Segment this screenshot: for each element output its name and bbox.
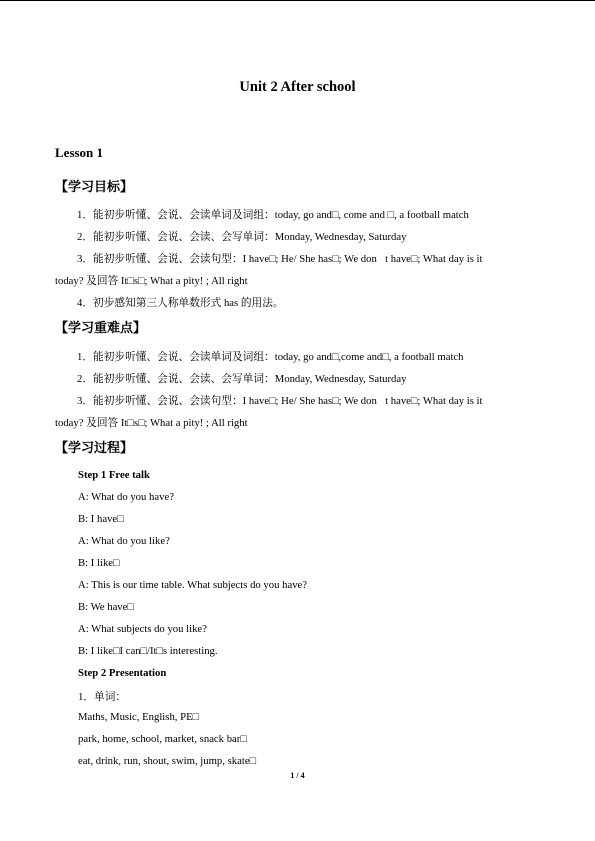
section-heading-objectives: 【学习目标】 <box>55 179 134 194</box>
key-point-item: 1．能初步听懂、会说、会读单词及词组：today, go and□,come and□, a football match <box>77 351 464 363</box>
dialogue-line: A: This is our time table. What subjects do you have? <box>78 579 308 591</box>
objective-item: 3．能初步听懂、会说、会读句型：I have□; He/ She has□; We don t have□; What day is it <box>77 253 483 265</box>
key-point-item: 3．能初步听懂、会说、会读句型：I have□; He/ She has□; We don t have□; What day is it <box>77 395 483 407</box>
step2-title: Step 2 Presentation <box>78 667 167 679</box>
objective-item: 2．能初步听懂、会说、会读、会写单词：Monday, Wednesday, Saturday <box>77 231 407 243</box>
step1-title: Step 1 Free talk <box>78 469 150 481</box>
dialogue-line: A: What subjects do you like? <box>78 623 207 635</box>
key-point-item-continued: today? 及回答 It□s□; What a pity! ; All right <box>55 417 248 429</box>
objective-item: 1．能初步听懂、会说、会读单词及词组：today, go and□, come and □, a football match <box>77 209 469 221</box>
vocab-label: 1．单词： <box>78 691 127 703</box>
page-title: Unit 2 After school <box>239 79 356 95</box>
vocab-line: Maths, Music, English, PE□ <box>78 711 200 723</box>
section-heading-key-points: 【学习重难点】 <box>55 320 147 335</box>
dialogue-line: A: What do you have? <box>78 491 174 503</box>
vocab-line: eat, drink, run, shout, swim, jump, skate□ <box>78 755 257 767</box>
dialogue-line: B: I like□I can□/It□s interesting. <box>78 645 218 657</box>
dialogue-line: B: We have□ <box>78 601 134 613</box>
dialogue-line: B: I have□ <box>78 513 124 525</box>
objective-item: 4．初步感知第三人称单数形式 has 的用法。 <box>77 297 284 309</box>
page-number: 1 / 4 <box>290 771 305 780</box>
lesson-heading: Lesson 1 <box>55 145 104 160</box>
dialogue-line: A: What do you like? <box>78 535 170 547</box>
key-point-item: 2．能初步听懂、会说、会读、会写单词：Monday, Wednesday, Saturday <box>77 373 407 385</box>
objective-item-continued: today? 及回答 It□s□; What a pity! ; All right <box>55 275 248 287</box>
top-border-line <box>0 0 595 1</box>
section-heading-process: 【学习过程】 <box>55 440 134 455</box>
dialogue-line: B: I like□ <box>78 557 120 569</box>
vocab-line: park, home, school, market, snack bar□ <box>78 733 247 745</box>
